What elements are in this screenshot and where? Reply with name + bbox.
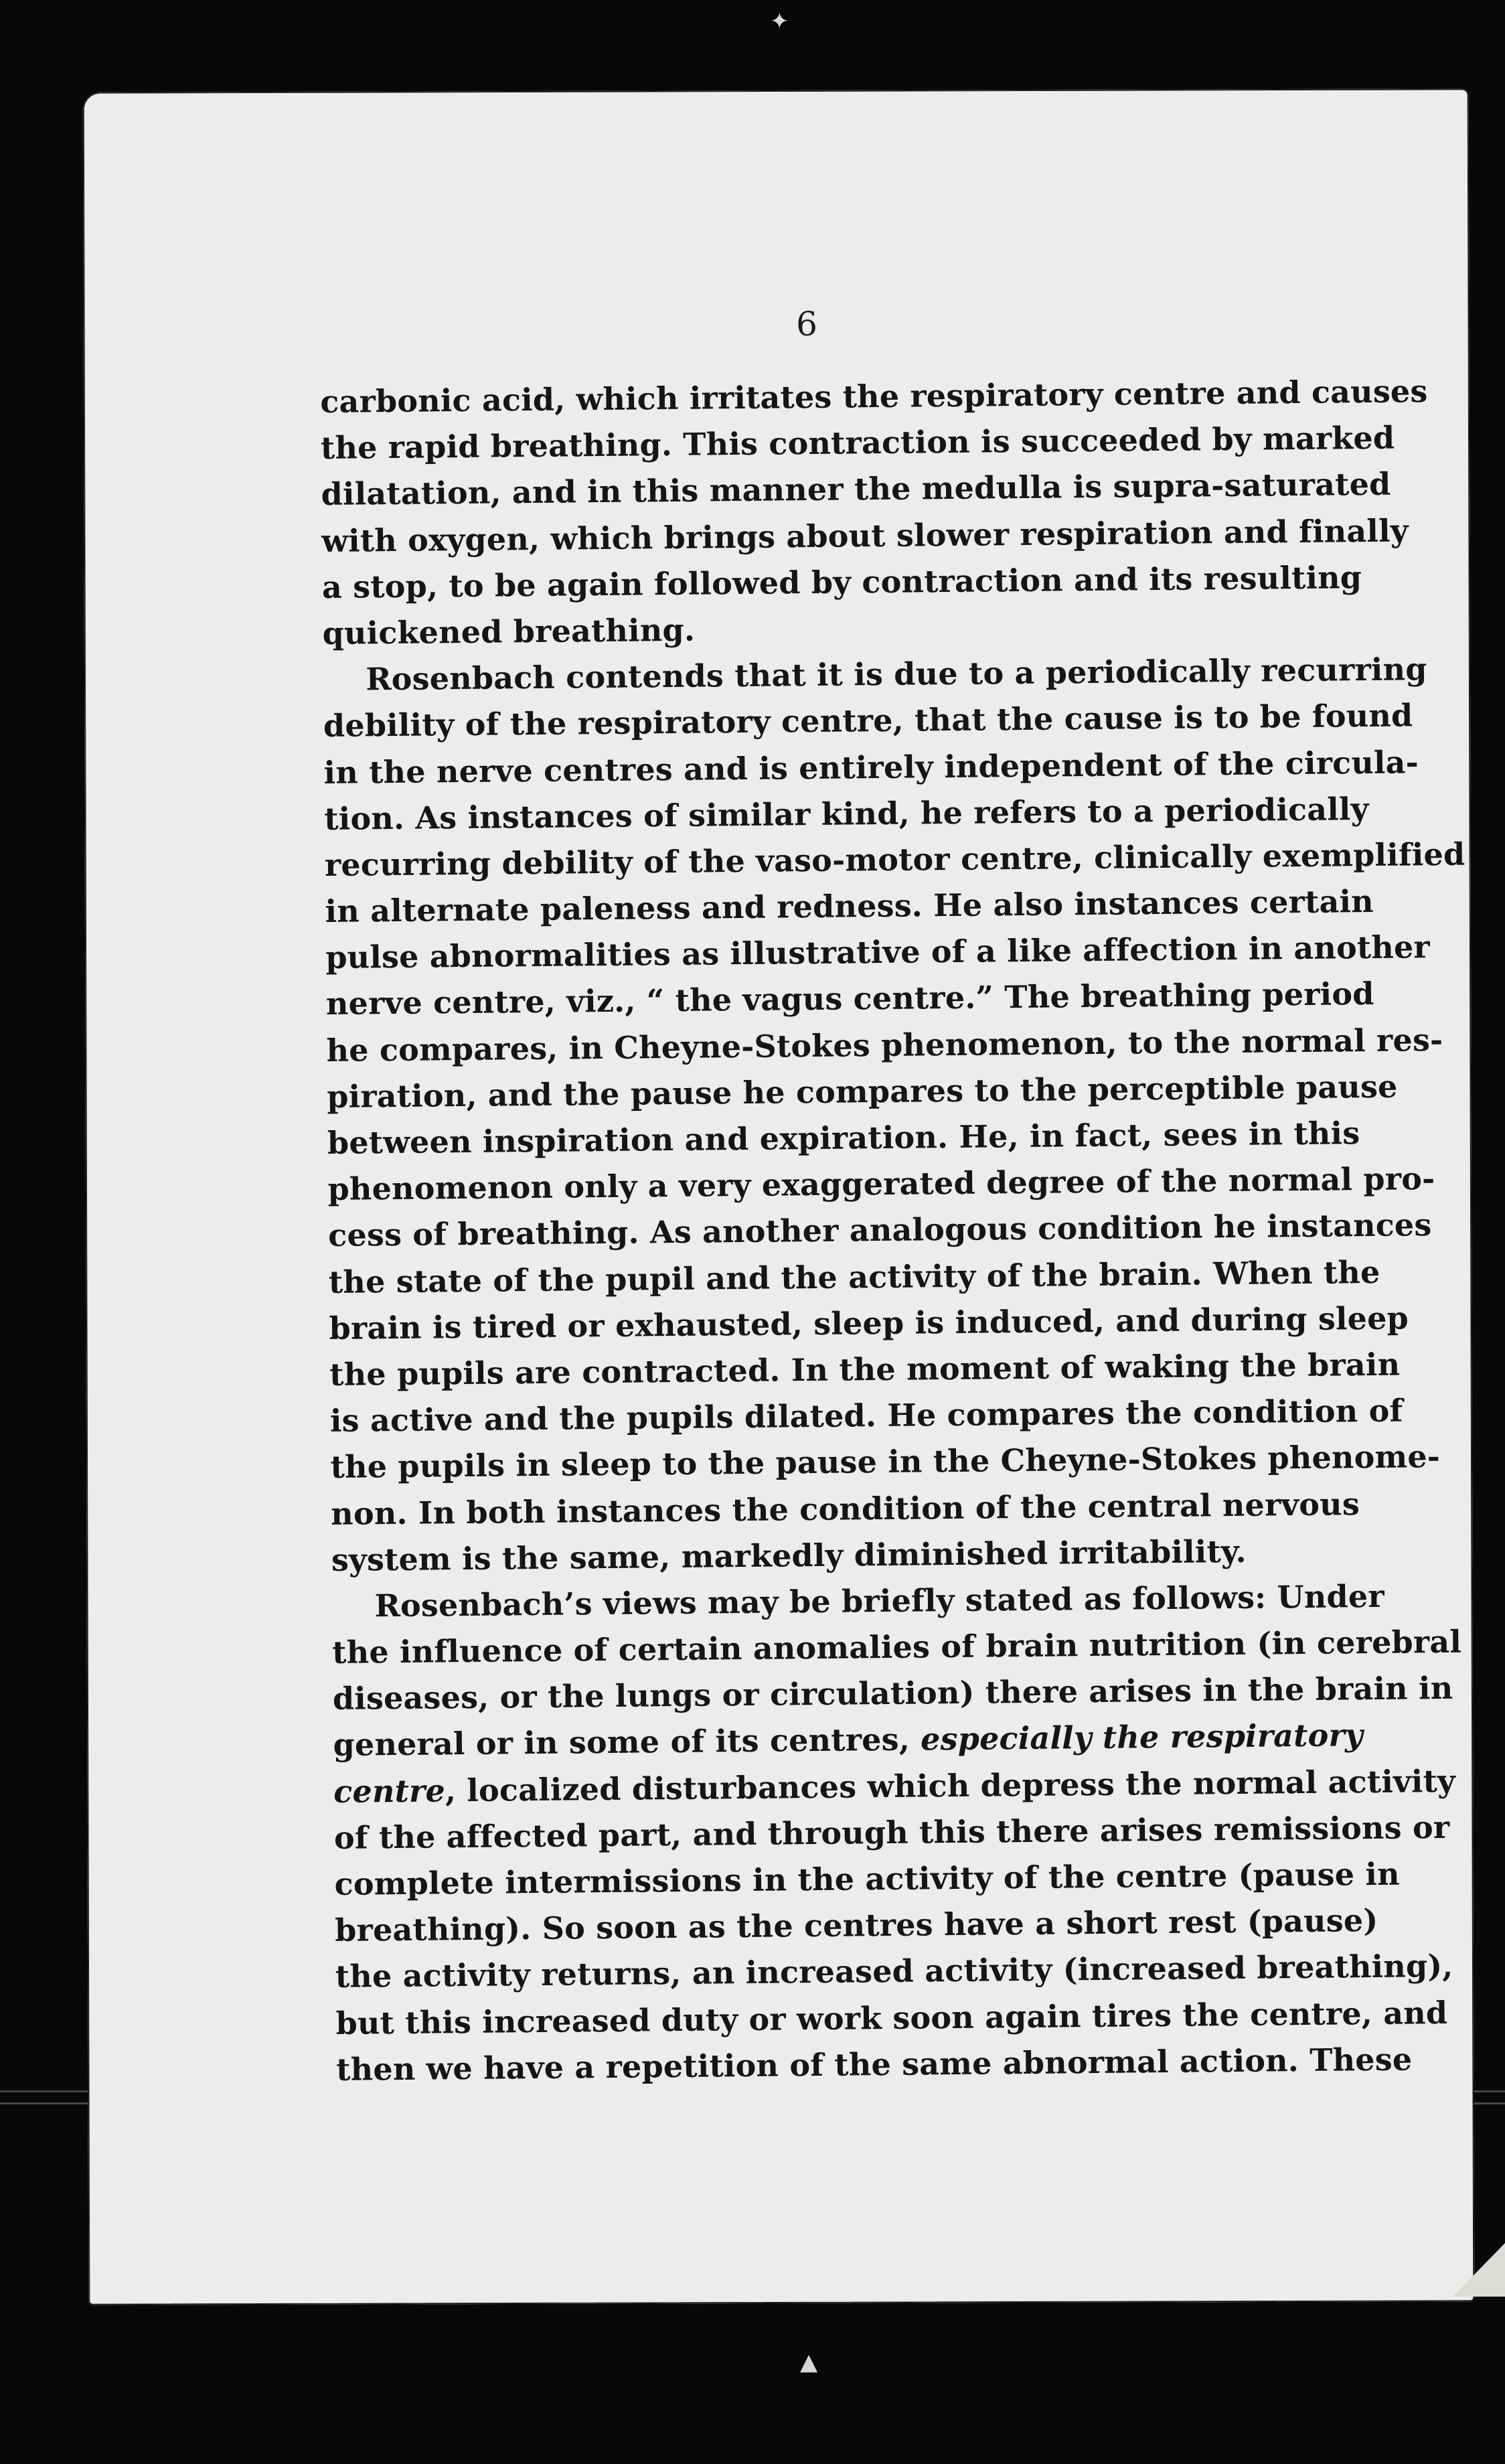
scan-speck-icon: ✦ [770, 8, 789, 35]
text-line: complete intermissions in the activity of the centre (pause in [334, 1855, 1400, 1902]
italic-segment: centre [333, 1772, 446, 1810]
text-line: the rapid breathing. This contraction is succeeded by marked [320, 419, 1395, 467]
text-line: in alternate paleness and redness. He also instances certain [325, 882, 1374, 930]
text-line: nerve centre, viz., “ the vagus centre.” The breathing period [325, 976, 1374, 1022]
text-line: the pupils are contracted. In the moment of waking the brain [329, 1346, 1401, 1393]
text-line: is active and the pupils dilated. He compares the condition of [329, 1392, 1403, 1440]
text-line: dilatation, and in this manner the medulla is supra-saturated [321, 466, 1391, 513]
text-segment: general or in some of its centres, [333, 1721, 921, 1764]
text-line: tion. As instances of similar kind, he refers to a periodically [324, 790, 1369, 837]
text-line: with oxygen, which brings about slower respiration and finally [321, 512, 1409, 559]
text-line: he compares, in Cheyne-Stokes phenomenon, to the normal res- [326, 1021, 1443, 1069]
text-line: a stop, to be again followed by contraction and its resulting [321, 558, 1362, 605]
text-line: diseases, or the lungs or circulation) there arises in the brain in [332, 1670, 1453, 1717]
text-line: but this increased duty or work soon again tires the centre, and [335, 1994, 1448, 2042]
text-line: pulse abnormalities as illustrative of a like affection in another [325, 929, 1431, 976]
text-line: cess of breathing. As another analogous condition he instances [328, 1207, 1432, 1254]
text-line: debility of the respiratory centre, that the cause is to be found [323, 697, 1413, 745]
paragraph-start-line: Rosenbach’s views may be briefly stated as follows: Under [374, 1577, 1385, 1624]
page-number: 6 [796, 305, 817, 343]
body-text [320, 370, 1466, 2093]
text-line: between inspiration and expiration. He, in fact, sees in this [327, 1115, 1360, 1161]
text-line: then we have a repetition of the same abnormal action. These [335, 2041, 1413, 2088]
text-line: of the affected part, and through this there arises remissions or [333, 1808, 1450, 1856]
text-line: the influence of certain anomalies of brain nutrition (in cerebral [331, 1623, 1462, 1671]
text-line: the state of the pupil and the activity of the brain. When the [328, 1253, 1380, 1300]
italic-segment: especially the respiratory [920, 1717, 1364, 1758]
text-line: the activity returns, an increased activity (increased breathing), [335, 1948, 1453, 1995]
text-line: system is the same, markedly diminished irritability. [331, 1533, 1247, 1578]
text-line: carbonic acid, which irritates the respiratory centre and causes [320, 373, 1428, 420]
text-line: phenomenon only a very exaggerated degree of the normal pro- [327, 1160, 1435, 1208]
scan-speck-icon: ▲ [800, 2349, 818, 2376]
text-line: the pupils in sleep to the pause in the Cheyne-Stokes phenome- [330, 1438, 1441, 1486]
text-line: quickened breathing. [322, 611, 696, 651]
paragraph-start-line: Rosenbach contends that it is due to a periodically recurring [366, 651, 1427, 698]
text-line: brain is tired or exhausted, sleep is induced, and during sleep [329, 1300, 1409, 1346]
text-line: piration, and the pause he compares to the perceptible pause [327, 1068, 1398, 1115]
text-line: non. In both instances the condition of the central nervous [331, 1485, 1360, 1532]
text-line: recurring debility of the vaso-motor centre, clinically exemplified [324, 836, 1466, 883]
text-line: in the nerve centres and is entirely independent of the circula- [323, 743, 1419, 791]
text-segment: , localized disturbances which depress the normal activity [445, 1762, 1456, 1808]
text-line: breathing). So soon as the centres have a short rest (pause) [334, 1902, 1378, 1949]
